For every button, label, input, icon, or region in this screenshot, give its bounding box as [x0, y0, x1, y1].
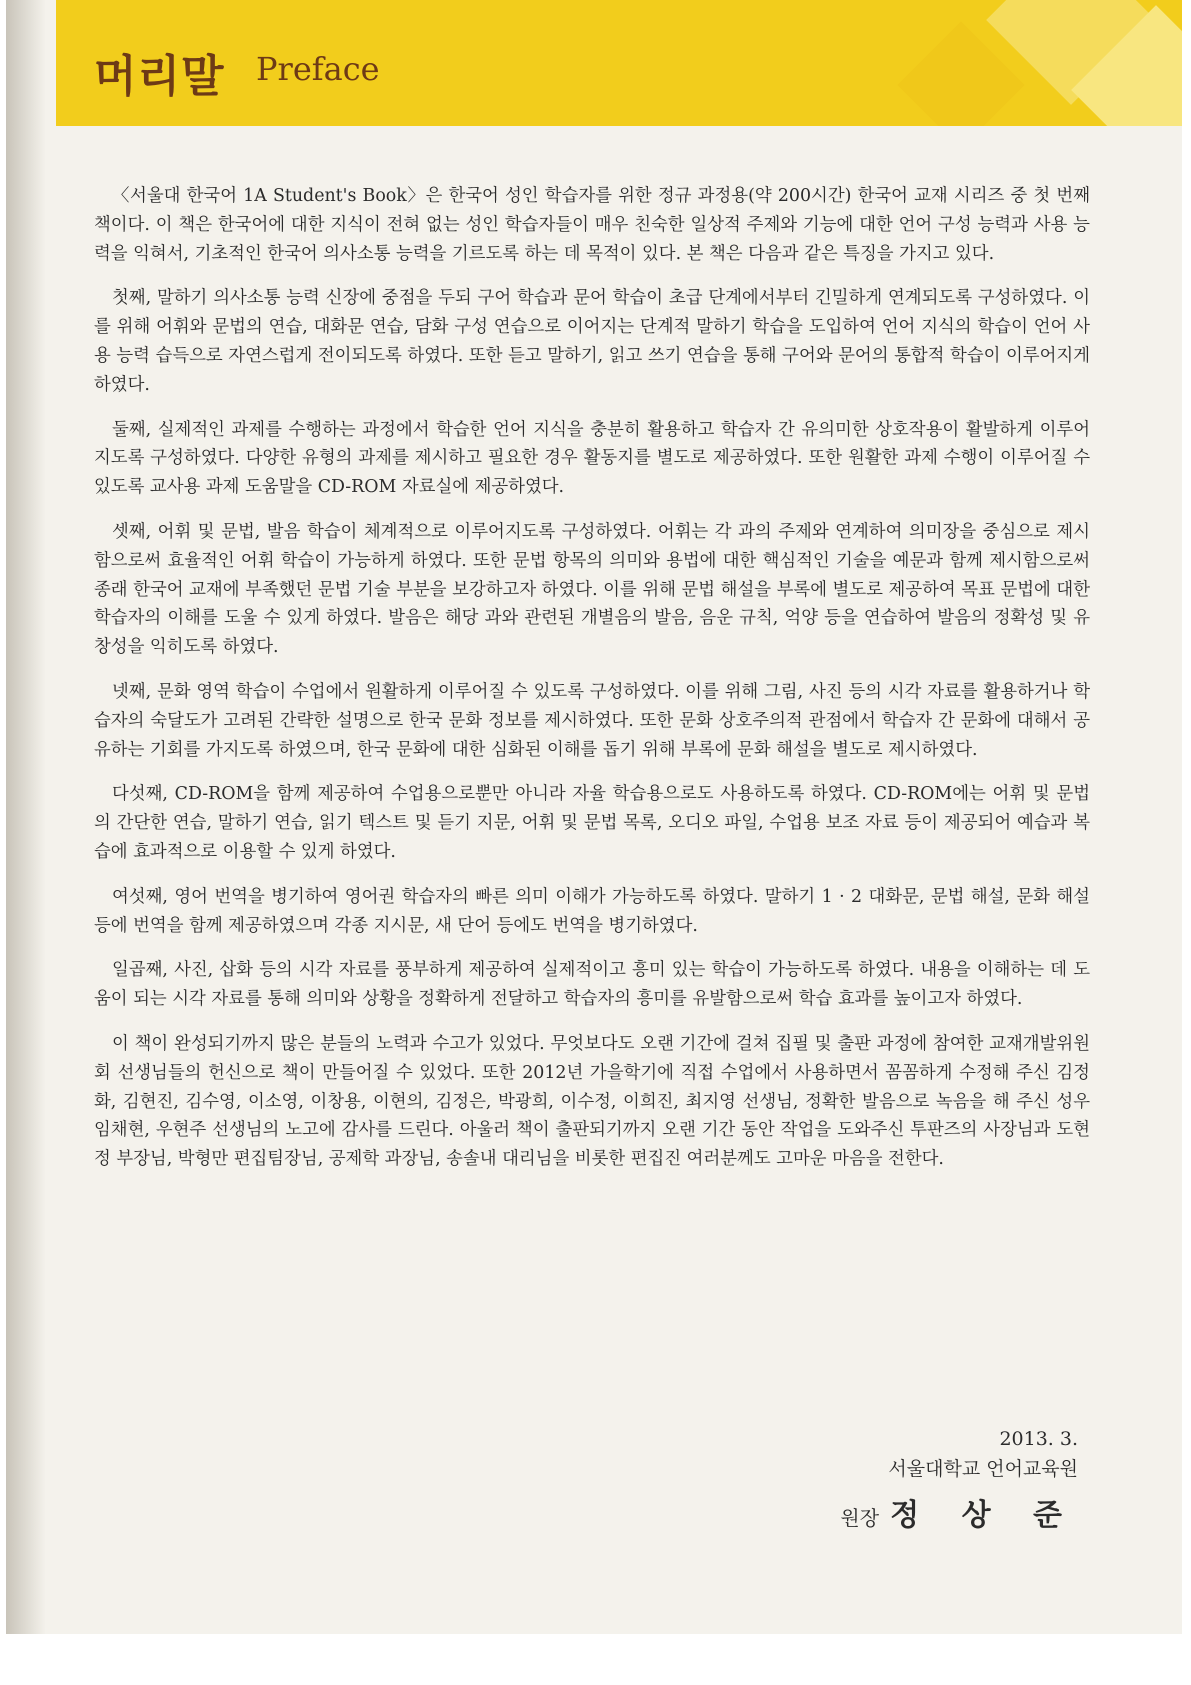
paragraph-second: 둘째, 실제적인 과제를 수행하는 과정에서 학습한 언어 지식을 충분히 활용하고 학습자 간 유의미한 상호작용이 활발하게 이루어지도록 구성하였다. 다양한 유형의 과제를 제시하고 필요한 경우 활동지를 별도로 제공하였다. 또한 원활한 과제 수행이 이루어질 수 있도록 교사용 과제 도움말을 CD-ROM 자료실에 제공하였다. — [94, 419, 1090, 498]
preface-body — [94, 182, 1090, 1190]
book-page — [6, 0, 1182, 1634]
signature-name: 정 상 준 — [890, 1498, 1078, 1533]
signature-name-line — [840, 1490, 1078, 1534]
page-title-korean: 머리말 — [94, 51, 225, 102]
signature-date: 2013. 3. — [999, 1428, 1078, 1450]
page-title-english: Preface — [256, 50, 380, 88]
signature-organization: 서울대학교 언어교육원 — [888, 1458, 1078, 1480]
paragraph-fifth: 다섯째, CD-ROM을 함께 제공하여 수업용으로뿐만 아니라 자율 학습용으로도 사용하도록 하였다. CD-ROM에는 어휘 및 문법의 간단한 연습, 말하기 연습, 읽기 텍스트 및 듣기 지문, 어휘 및 문법 목록, 오디오 파일, 수업용 보조 자료 등이 제공되어 예습과 복습에 효과적으로 이용할 수 있게 하였다. — [94, 784, 1090, 862]
signature-title: 원장 — [840, 1506, 880, 1530]
paragraph-third: 셋째, 어휘 및 문법, 발음 학습이 체계적으로 이루어지도록 구성하였다. 어휘는 각 과의 주제와 연계하여 의미장을 중심으로 제시함으로써 효율적인 어휘 학습이 가능하게 하였다. 또한 문법 항목의 의미와 용법에 대한 핵심적인 기술을 예문과 함께 제시함으로써 종래 한국어 교재에 부족했던 문법 기술 부분을 보강하고자 하였다. 이를 위해 문법 해설을 부록에 별도로 제공하여 목표 문법에 대한 학습자의 이해를 도울 수 있게 하였다. 발음은 해당 과와 관련된 개별음의 발음, 음운 규칙, 억양 등을 연습하여 발음의 정확성 및 유창성을 익히도록 하였다. — [94, 521, 1090, 658]
binding-shadow — [6, 0, 46, 1634]
paragraph-intro: 〈서울대 한국어 1A Student's Book〉은 한국어 성인 학습자를 위한 정규 과정용(약 200시간) 한국어 교재 시리즈 중 첫 번째 책이다. 이 책은 한국어에 대한 지식이 전혀 없는 성인 학습자들이 매우 친숙한 일상적 주제와 기능에 대한 언어 구성 능력과 사용 능력을 익혀서, 기초적인 한국어 의사소통 능력을 기르도록 하는 데 목적이 있다. 본 책은 다음과 같은 특징을 가지고 있다. — [94, 186, 1090, 264]
paragraph-fourth: 넷째, 문화 영역 학습이 수업에서 원활하게 이루어질 수 있도록 구성하였다. 이를 위해 그림, 사진 등의 시각 자료를 활용하거나 학습자의 숙달도가 고려된 간략한 설명으로 한국 문화 정보를 제시하였다. 또한 문화 상호주의적 관점에서 학습자 간 문화에 대해서 공유하는 기회를 가지도록 하였으며, 한국 문화에 대한 심화된 이해를 돕기 위해 부록에 문화 해설을 별도로 제시하였다. — [94, 681, 1090, 760]
paragraph-acknowledgements: 이 책이 완성되기까지 많은 분들의 노력과 수고가 있었다. 무엇보다도 오랜 기간에 걸쳐 집필 및 출판 과정에 참여한 교재개발위원회 선생님들의 헌신으로 책이 만들어질 수 있었다. 또한 2012년 가을학기에 직접 수업에서 사용하면서 꼼꼼하게 수정해 주신 김정화, 김현진, 김수영, 이소영, 이창용, 이현의, 김정은, 박광희, 이수정, 이희진, 최지영 선생님, 정확한 발음으로 녹음을 해 주신 성우 임채현, 우현주 선생님의 노고에 감사를 드린다. 아울러 책이 출판되기까지 오랜 기간 동안 작업을 도와주신 투판즈의 사장님과 도현정 부장님, 박형만 편집팀장님, 공제학 과장님, 송솔내 대리님을 비롯한 편집진 여러분께도 고마운 마음을 전한다. — [94, 1033, 1090, 1170]
paragraph-seventh: 일곱째, 사진, 삽화 등의 시각 자료를 풍부하게 제공하여 실제적이고 흥미 있는 학습이 가능하도록 하였다. 내용을 이해하는 데 도움이 되는 시각 자료를 통해 의미와 상황을 정확하게 전달하고 학습자의 흥미를 유발함으로써 학습 효과를 높이고자 하였다. — [94, 960, 1090, 1010]
signature-block — [840, 1424, 1078, 1534]
paragraph-first: 첫째, 말하기 의사소통 능력 신장에 중점을 두되 구어 학습과 문어 학습이 초급 단계에서부터 긴밀하게 연계되도록 구성하였다. 이를 위해 어휘와 문법의 연습, 대화문 연습, 담화 구성 연습으로 이어지는 단계적 말하기 학습을 도입하여 언어 지식의 학습이 언어 사용 능력 습득으로 자연스럽게 전이되도록 하였다. 또한 듣고 말하기, 읽고 쓰기 연습을 통해 구어와 문어의 통합적 학습이 이루어지게 하였다. — [94, 288, 1090, 395]
header-banner — [56, 0, 1182, 126]
paragraph-sixth: 여섯째, 영어 번역을 병기하여 영어권 학습자의 빠른 의미 이해가 가능하도록 하였다. 말하기 1 · 2 대화문, 문법 해설, 문화 해설 등에 번역을 함께 제공하였으며 각종 지시문, 새 단어 등에도 번역을 병기하였다. — [94, 886, 1090, 936]
